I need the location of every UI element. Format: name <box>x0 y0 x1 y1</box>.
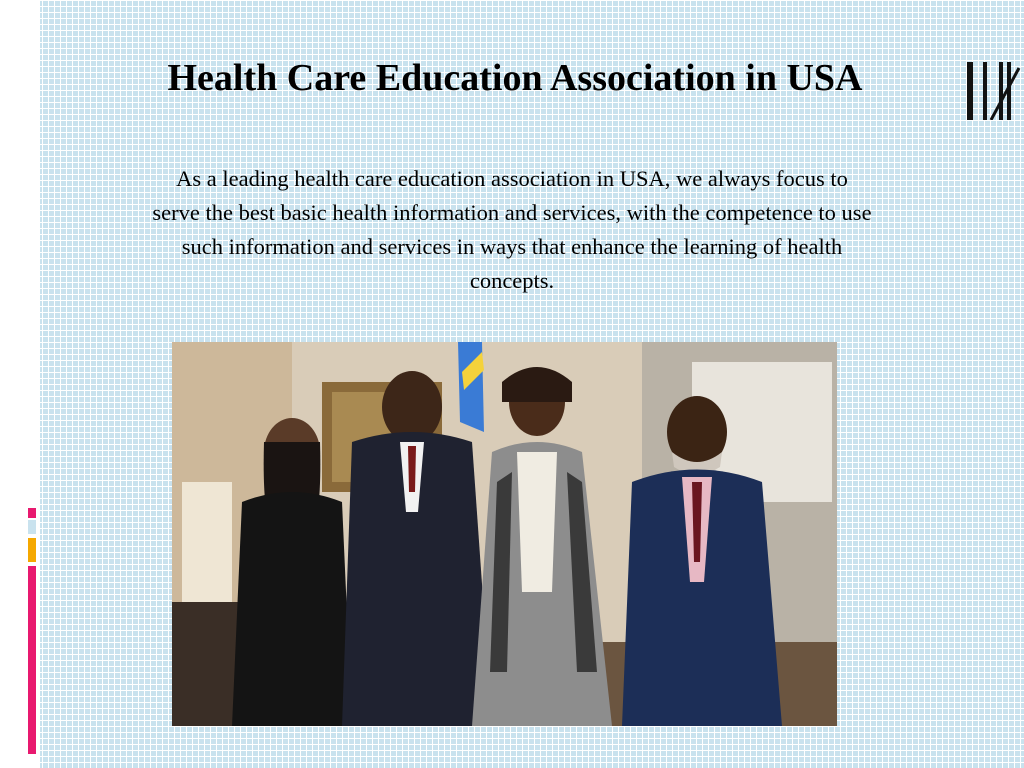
group-photo <box>172 342 837 726</box>
accent-bar-blue <box>28 520 36 534</box>
corner-lines-icon <box>967 62 1021 120</box>
group-photo-illustration <box>172 342 837 726</box>
accent-bar-pink <box>28 566 36 754</box>
slide-title: Health Care Education Association in USA <box>167 57 863 99</box>
slide-body-text: As a leading health care education association in USA, we always focus to serve the best basic health information and services, with the competence to use such information and services in ways that enhance the learning of health concepts. <box>152 166 872 293</box>
accent-bar-pink-top <box>28 508 36 518</box>
accent-bar-orange <box>28 538 36 562</box>
